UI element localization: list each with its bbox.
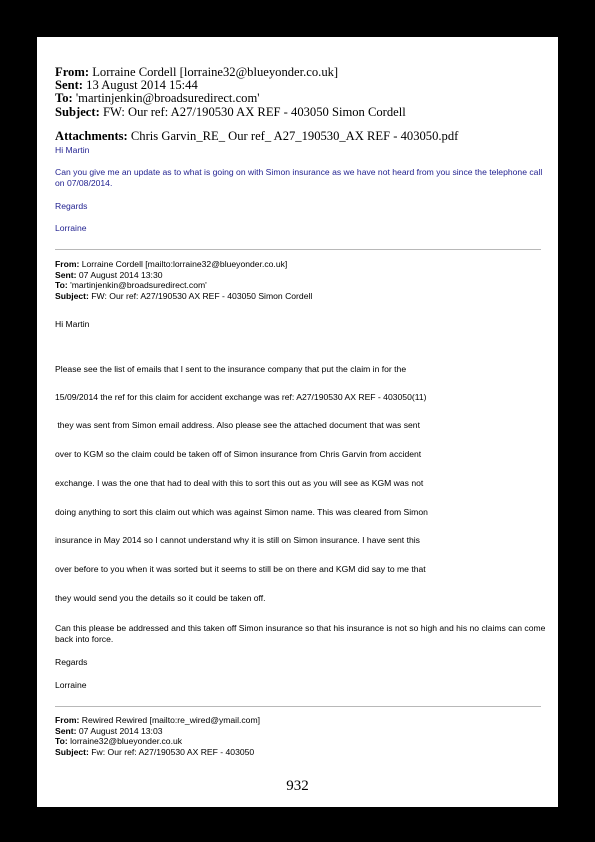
from-label: From: xyxy=(55,715,80,725)
to-label: To: xyxy=(55,280,68,290)
email3-from-row xyxy=(55,715,545,726)
email3-to-row xyxy=(55,736,545,747)
subject-label: Subject: xyxy=(55,746,89,757)
email1-attachments-row xyxy=(55,130,545,143)
email2-body-line: doing anything to sort this claim out which was against Simon name. This was cleared from Simon xyxy=(55,507,428,517)
email3-sent: 07 August 2014 13:03 xyxy=(78,725,163,736)
email3-sent-row xyxy=(55,726,545,737)
email1-signature: Lorraine xyxy=(55,223,87,233)
email2-body-line: insurance in May 2014 so I cannot understand why it is still on Simon insurance. I have sent this xyxy=(55,535,420,545)
email2-from-row xyxy=(55,259,545,270)
email2-subject: FW: Our ref: A27/190530 AX REF - 403050 Simon Cordell xyxy=(91,290,313,301)
email2-to-row xyxy=(55,280,545,291)
email2-to: 'martinjenkin@broadsuredirect.com' xyxy=(70,280,207,290)
email2-from: Lorraine Cordell [mailto:lorraine32@blueyonder.co.uk] xyxy=(81,259,288,269)
email1-subject-row xyxy=(55,106,545,119)
email3-subject-row xyxy=(55,747,545,758)
email3-to: lorraine32@blueyonder.co.uk xyxy=(70,736,183,746)
from-label: From: xyxy=(55,65,90,79)
sent-label: Sent: xyxy=(55,725,77,736)
email1-sent: 13 August 2014 15:44 xyxy=(86,78,198,93)
to-label: To: xyxy=(55,91,73,106)
email3-header xyxy=(55,715,545,757)
attachments-label: Attachments: xyxy=(55,128,128,143)
email2-body-line: over to KGM so the claim could be taken off of Simon insurance from Chris Garvin from accident xyxy=(55,449,422,459)
page-number: 932 xyxy=(286,778,309,794)
email1-subject: FW: Our ref: A27/190530 AX REF - 403050 Simon Cordell xyxy=(102,104,406,119)
divider xyxy=(55,706,541,707)
divider xyxy=(55,249,541,250)
subject-label: Subject: xyxy=(55,104,100,119)
email3-from: Rewired Rewired [mailto:re_wired@ymail.com] xyxy=(81,715,261,725)
email1-greeting: Hi Martin xyxy=(55,145,90,155)
email2-regards: Regards xyxy=(55,657,88,667)
email2-subject-row xyxy=(55,291,545,302)
document-page xyxy=(37,37,558,807)
email2-sent: 07 August 2014 13:30 xyxy=(78,269,163,280)
email2-body-line: over before to you when it was sorted but it seems to still be on there and KGM did say to me that xyxy=(55,564,426,574)
email1-from: Lorraine Cordell [lorraine32@blueyonder.co.uk] xyxy=(92,65,339,79)
email2-header xyxy=(55,259,545,301)
to-label: To: xyxy=(55,736,68,746)
email1-attachment-link[interactable]: Chris Garvin_RE_ Our ref_ A27_190530_AX REF - 403050.pdf xyxy=(130,128,459,143)
email2-body-line: they would send you the details so it could be taken off. xyxy=(55,593,266,603)
sent-label: Sent: xyxy=(55,78,83,93)
email2-sent-row xyxy=(55,270,545,281)
email2-body-line: exchange. I was the one that had to deal with this to sort this out as you will see as KGM was not xyxy=(55,478,424,488)
email3-subject: Fw: Our ref: A27/190530 AX REF - 403050 xyxy=(91,746,255,757)
email1-header xyxy=(55,66,545,143)
subject-label: Subject: xyxy=(55,290,89,301)
email2-signature: Lorraine xyxy=(55,680,87,690)
email2-closing-paragraph: Can this please be addressed and this taken off Simon insurance so that his insurance is not so high and his no claims can come back into force. xyxy=(55,623,546,644)
email1-body: Can you give me an update as to what is going on with Simon insurance as we have not heard from you since the telephone call on 07/08/2014. xyxy=(55,167,543,188)
from-label: From: xyxy=(55,259,80,269)
email1-to: 'martinjenkin@broadsuredirect.com' xyxy=(75,91,260,106)
email1-regards: Regards xyxy=(55,201,88,211)
email2-body-line: they was sent from Simon email address. Also please see the attached document that was sent xyxy=(55,420,420,430)
email2-body-line: 15/09/2014 the ref for this claim for accident exchange was ref: A27/190530 AX REF - 403050(11) xyxy=(55,392,427,402)
email2-greeting: Hi Martin xyxy=(55,319,90,329)
email2-body-line: Please see the list of emails that I sent to the insurance company that put the claim in for the xyxy=(55,364,407,374)
sent-label: Sent: xyxy=(55,269,77,280)
